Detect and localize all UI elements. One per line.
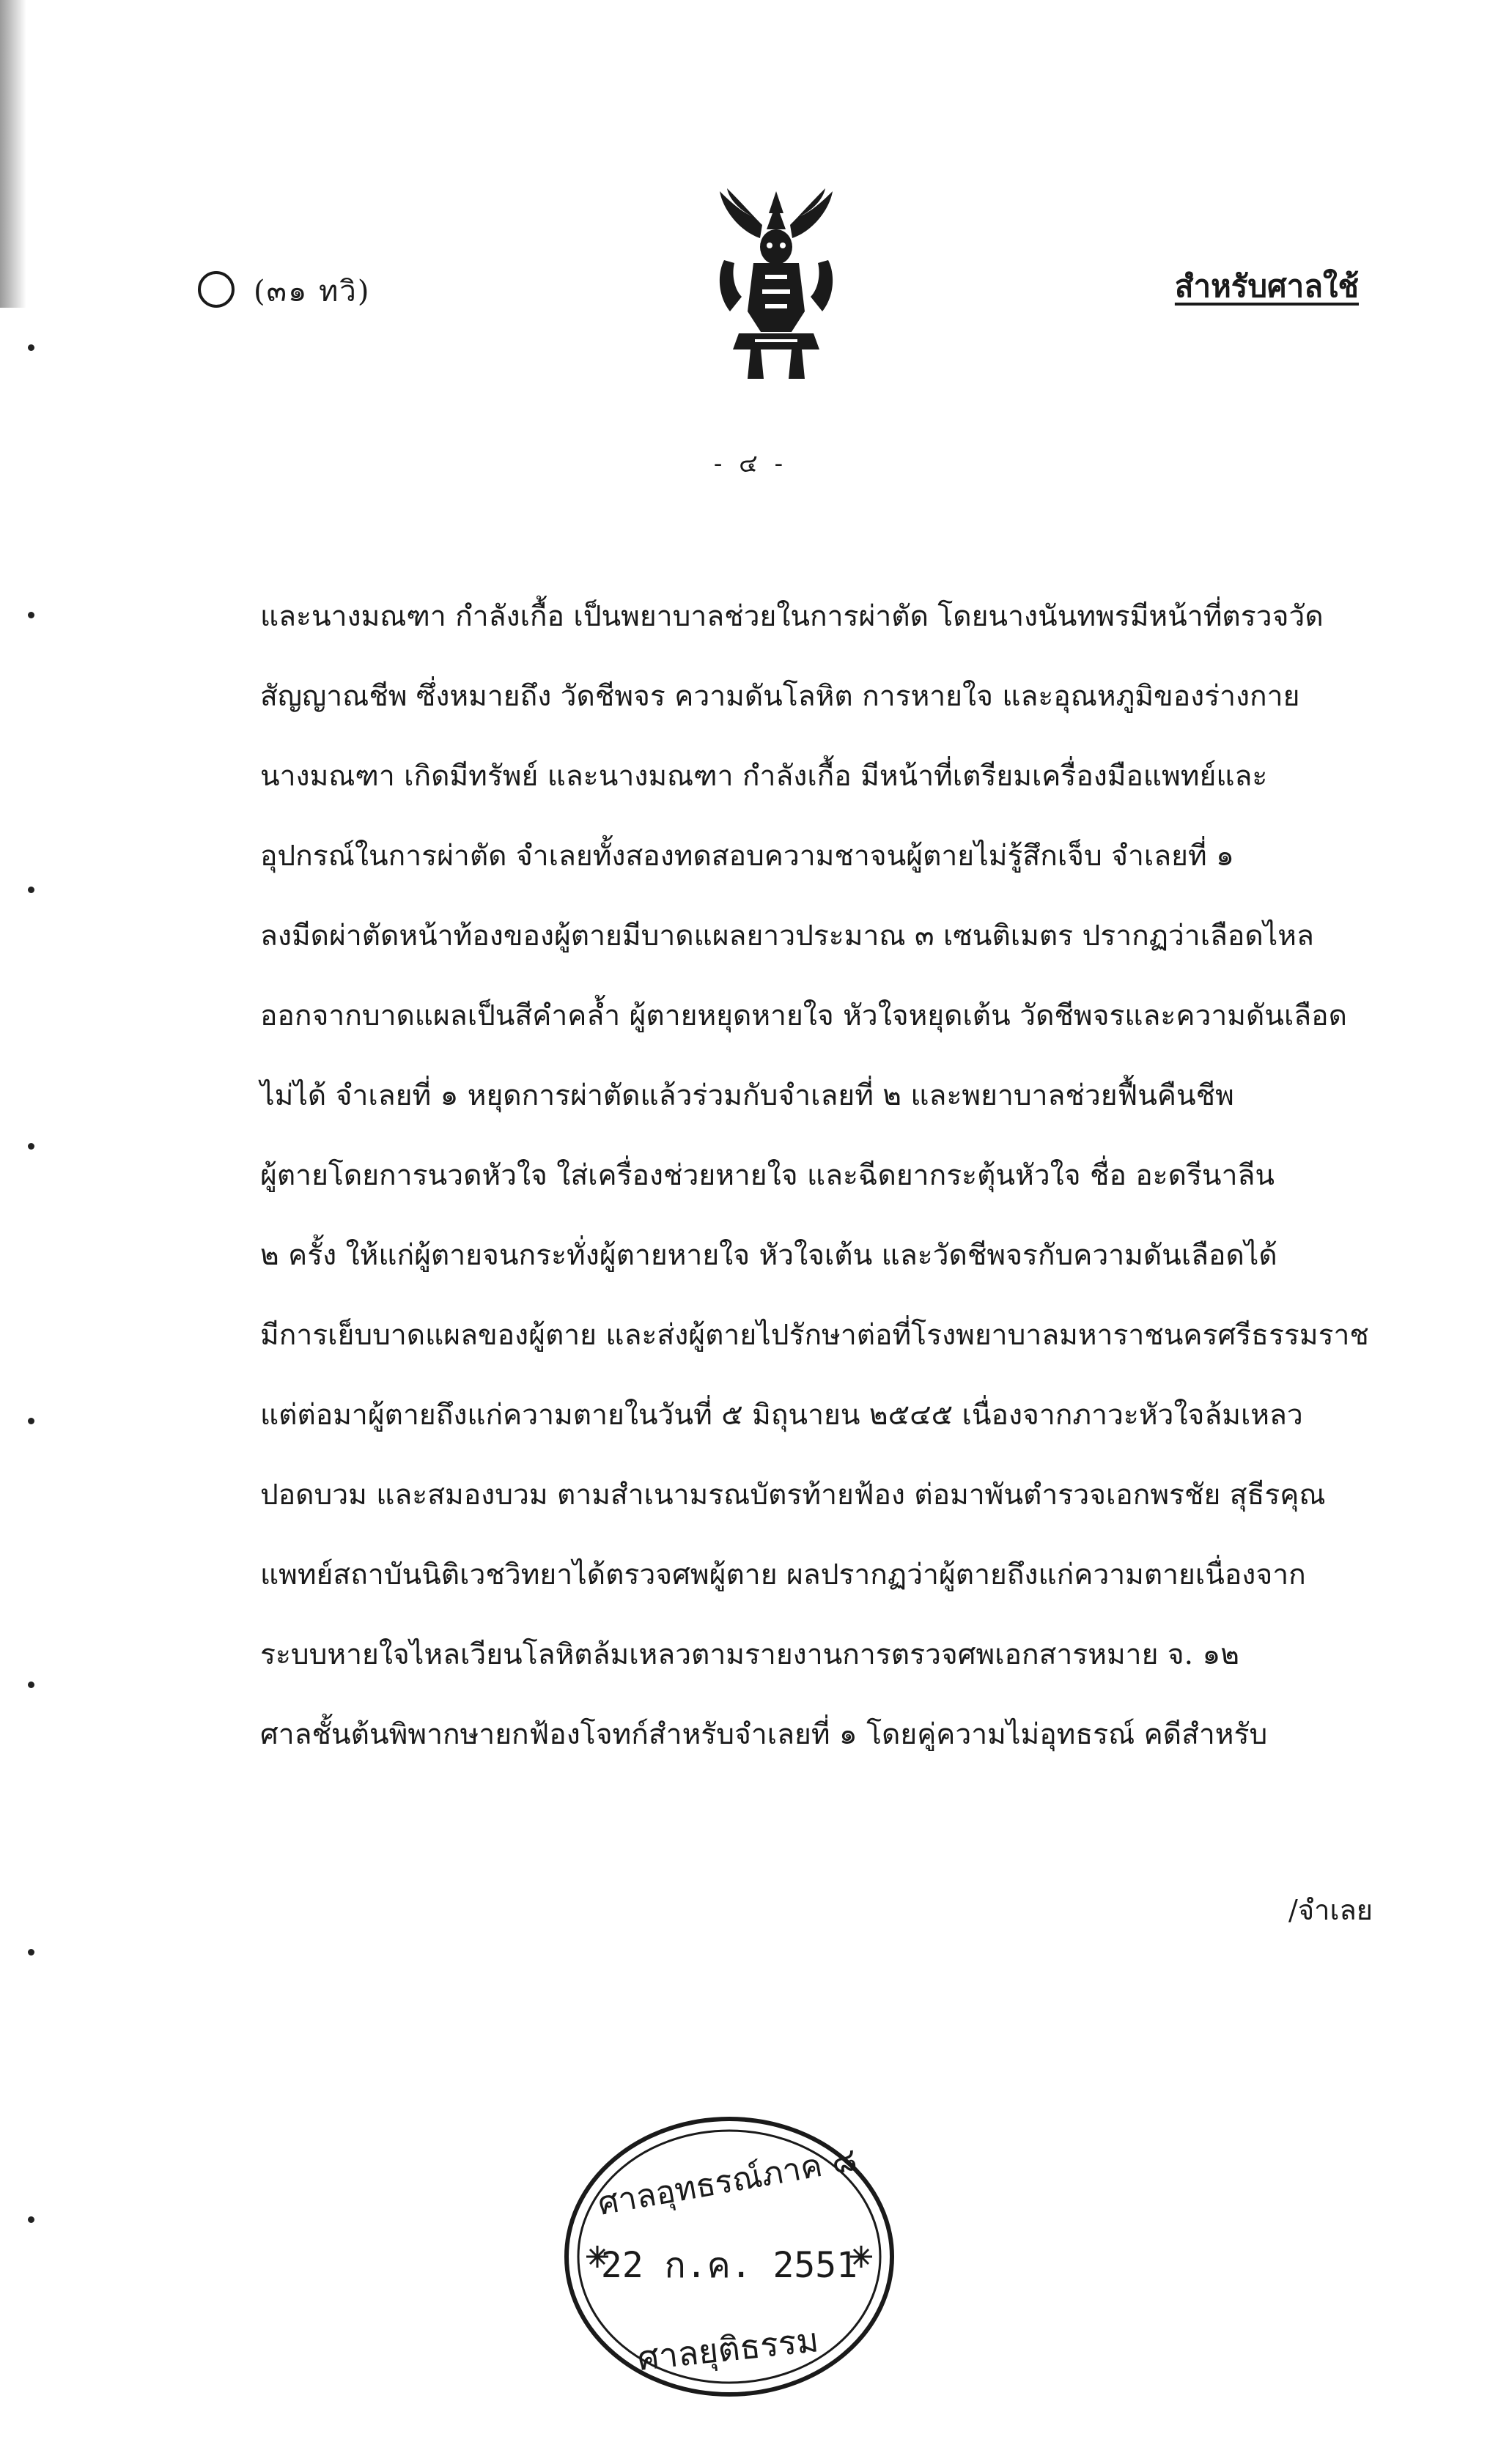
body-line: ออกจากบาดแผลเป็นสีคำคล้ำ ผู้ตายหยุดหายใจ หัวใจหยุดเต้น วัดชีพจรและความดันเลือด [260, 999, 1347, 1032]
scan-speck [28, 1143, 34, 1150]
scan-speck [28, 344, 34, 351]
scan-speck [28, 1418, 34, 1424]
body-line: ศาลชั้นต้นพิพากษายกฟ้องโจทก์สำหรับจำเลยที่ ๑ โดยคู่ความไม่อุทธรณ์ คดีสำหรับ [260, 1718, 1268, 1751]
scan-speck [28, 1949, 34, 1956]
stamp-date: 22 ก.ค. 2551 [600, 2245, 858, 2286]
form-circle-mark [198, 271, 235, 308]
body-line: และนางมณฑา กำลังเกื้อ เป็นพยาบาลช่วยในการผ่าตัด โดยนางนันทพรมีหน้าที่ตรวจวัด [260, 600, 1324, 633]
body-line: นางมณฑา เกิดมีทรัพย์ และนางมณฑา กำลังเกื้อ มีหน้าที่เตรียมเครื่องมือแพทย์และ [260, 760, 1268, 793]
body-line: ระบบหายใจไหลเวียนโลหิตล้มเหลวตามรายงานการตรวจศพเอกสารหมาย จ. ๑๒ [260, 1638, 1239, 1671]
body-line: ลงมีดผ่าตัดหน้าท้องของผู้ตายมีบาดแผลยาวประมาณ ๓ เซนติเมตร ปรากฏว่าเลือดไหล [260, 920, 1314, 952]
stamp-bottom-text: ศาลยุติธรรม [635, 2320, 821, 2378]
body-line: ๒ ครั้ง ให้แก่ผู้ตายจนกระทั่งผู้ตายหายใจ หัวใจเต้น และวัดชีพจรกับความดันเลือดได้ [260, 1239, 1277, 1272]
continuation-word: /จำเลย [1288, 1894, 1373, 1926]
scan-speck [28, 887, 34, 893]
court-date-stamp [557, 2110, 901, 2403]
stamp-top-text: ศาลอุทธรณ์ภาค ๘ [595, 2140, 860, 2223]
scan-speck [28, 1681, 34, 1688]
body-line: แพทย์สถาบันนิติเวชวิทยาได้ตรวจศพผู้ตาย ผลปรากฏว่าผู้ตายถึงแก่ความตายเนื่องจาก [260, 1558, 1306, 1591]
body-line: อุปกรณ์ในการผ่าตัด จำเลยทั้งสองทดสอบความชาจนผู้ตายไม่รู้สึกเจ็บ จำเลยที่ ๑ [260, 840, 1234, 873]
body-line: สัญญาณชีพ ซึ่งหมายถึง วัดชีพจร ความดันโลหิต การหายใจ และอุณหภูมิของร่างกาย [260, 680, 1300, 713]
body-line: มีการเย็บบาดแผลของผู้ตาย และส่งผู้ตายไปรักษาต่อที่โรงพยาบาลมหาราชนครศรีธรรมราช [260, 1319, 1369, 1352]
body-line: แต่ต่อมาผู้ตายถึงแก่ความตายในวันที่ ๕ มิถุนายน ๒๕๔๕ เนื่องจากภาวะหัวใจล้มเหลว [260, 1399, 1303, 1432]
court-use-label: สำหรับศาลใช้ [1174, 268, 1359, 304]
body-line: ผู้ตายโดยการนวดหัวใจ ใส่เครื่องช่วยหายใจ และฉีดยากระตุ้นหัวใจ ชื่อ อะดรีนาลีน [260, 1159, 1275, 1192]
scan-speck [28, 612, 34, 618]
body-line: ไม่ได้ จำเลยที่ ๑ หยุดการผ่าตัดแล้วร่วมกับจำเลยที่ ๒ และพยาบาลช่วยฟื้นคืนชีพ [260, 1079, 1234, 1112]
form-code: (๓๑ ทวิ) [254, 275, 371, 308]
garuda-emblem [709, 187, 843, 385]
page-number: - ๔ - [713, 449, 788, 478]
scan-speck [28, 2216, 34, 2223]
body-line: ปอดบวม และสมองบวม ตามสำเนามรณบัตรท้ายฟ้อง ต่อมาพันตำรวจเอกพรชัย สุธีรคุณ [260, 1479, 1326, 1512]
scan-edge-shadow [0, 0, 26, 308]
